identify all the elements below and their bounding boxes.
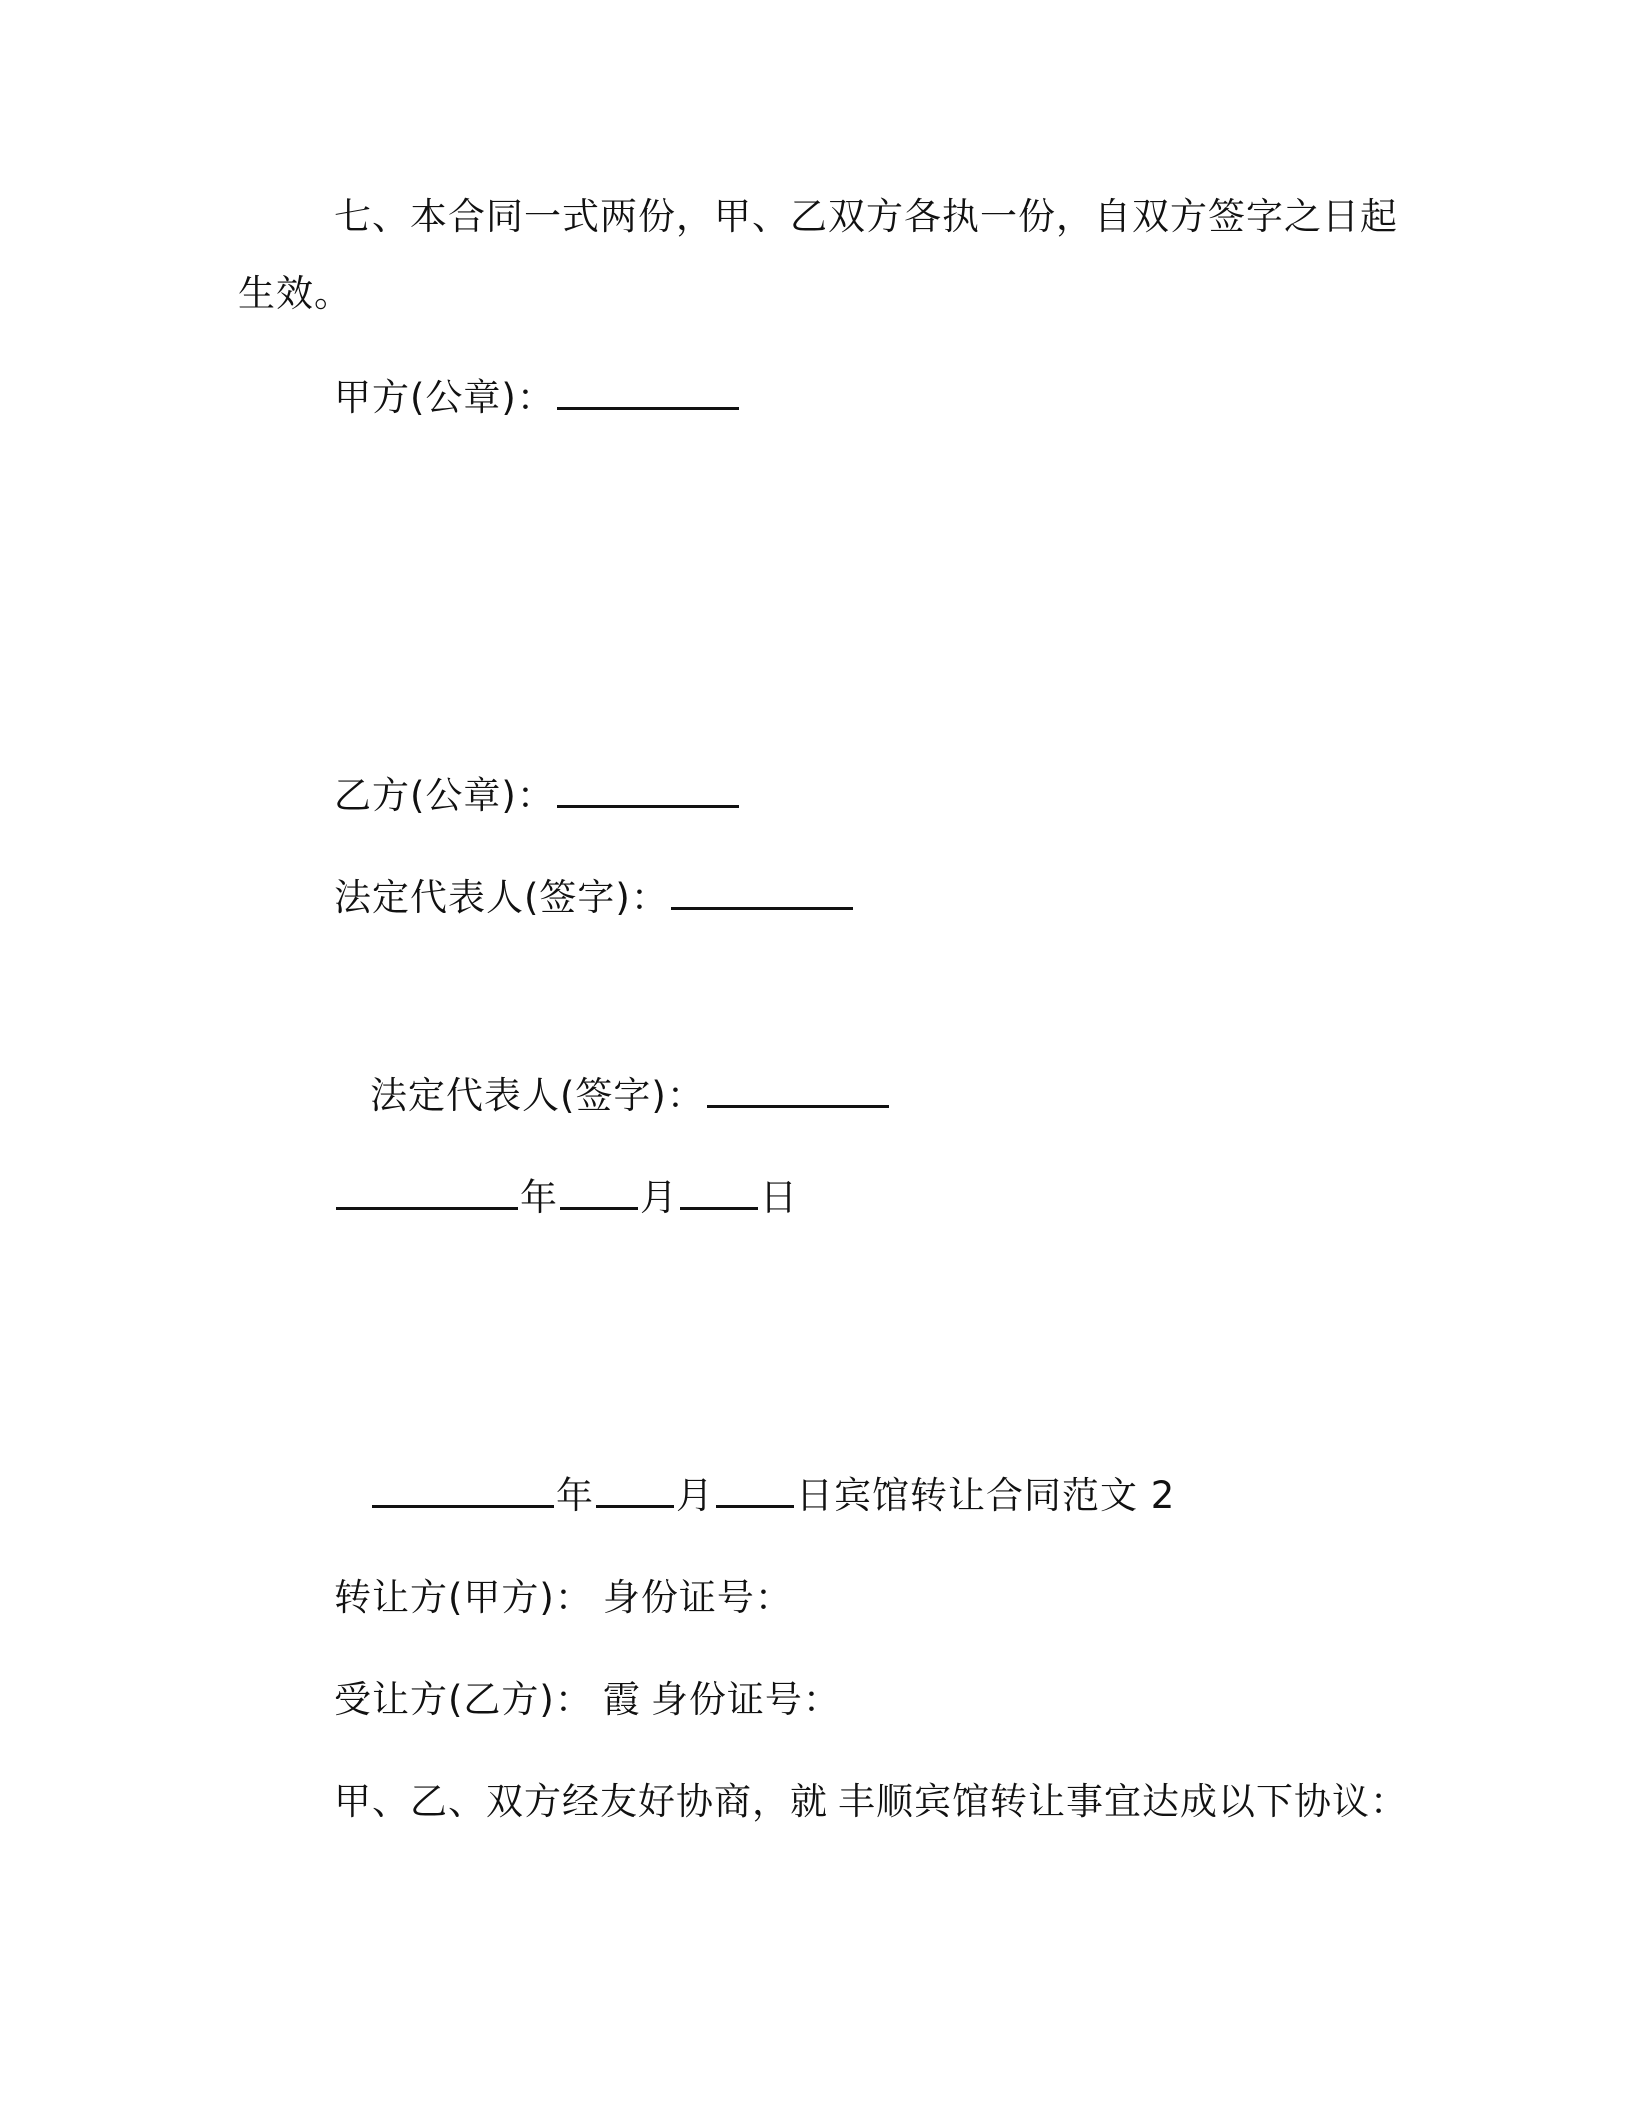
clause-7-text: 七、本合同一式两份，甲、乙双方各执一份，自双方签字之日起 xyxy=(334,195,1398,238)
legal-rep-label-1: 法定代表人(签字)： xyxy=(334,876,669,919)
agreement-intro-text-a: 甲、乙、双方经友好协商，就 xyxy=(334,1780,828,1823)
heading-month-blank[interactable] xyxy=(596,1475,674,1508)
heading-month-label: 月 xyxy=(676,1474,714,1517)
heading-year-blank[interactable] xyxy=(372,1475,554,1508)
transferee-id-label: 身份证号： xyxy=(650,1678,841,1721)
legal-rep-label-2: 法定代表人(签字)： xyxy=(370,1074,705,1117)
day-label: 日 xyxy=(760,1176,798,1219)
heading-day-blank[interactable] xyxy=(716,1475,794,1508)
date-line xyxy=(334,1174,798,1222)
clause-7-line-2 xyxy=(238,270,352,318)
party-b-seal-blank[interactable] xyxy=(557,775,739,808)
section-2-heading xyxy=(370,1472,1175,1520)
party-b-seal-line xyxy=(334,772,741,820)
heading-year-label: 年 xyxy=(556,1474,594,1517)
party-a-seal-line xyxy=(334,374,741,422)
day-blank[interactable] xyxy=(680,1177,758,1210)
transferee-line xyxy=(334,1676,841,1724)
transferee-label: 受让方(乙方)： xyxy=(334,1678,593,1721)
clause-7-line-1 xyxy=(334,193,1398,241)
party-b-seal-label: 乙方(公章)： xyxy=(334,774,555,817)
legal-rep-blank-2[interactable] xyxy=(707,1075,889,1108)
month-blank[interactable] xyxy=(560,1177,638,1210)
heading-title: 日宾馆转让合同范文 2 xyxy=(796,1474,1176,1517)
year-blank[interactable] xyxy=(336,1177,518,1210)
clause-7-text-cont: 生效。 xyxy=(238,272,352,315)
legal-rep-line-1 xyxy=(334,874,855,922)
party-a-seal-blank[interactable] xyxy=(557,377,739,410)
transferor-id-label: 身份证号： xyxy=(602,1576,793,1619)
agreement-intro-text-b: 丰顺宾馆转让事宜达成以下协议： xyxy=(838,1780,1408,1823)
legal-rep-blank-1[interactable] xyxy=(671,877,853,910)
party-a-seal-label: 甲方(公章)： xyxy=(334,376,555,419)
transferor-label: 转让方(甲方)： xyxy=(334,1576,593,1619)
year-label: 年 xyxy=(520,1176,558,1219)
month-label: 月 xyxy=(640,1176,678,1219)
agreement-intro-line xyxy=(334,1778,1408,1826)
legal-rep-line-2 xyxy=(370,1072,891,1120)
transferor-line xyxy=(334,1574,793,1622)
transferee-name: 霞 xyxy=(602,1678,641,1721)
